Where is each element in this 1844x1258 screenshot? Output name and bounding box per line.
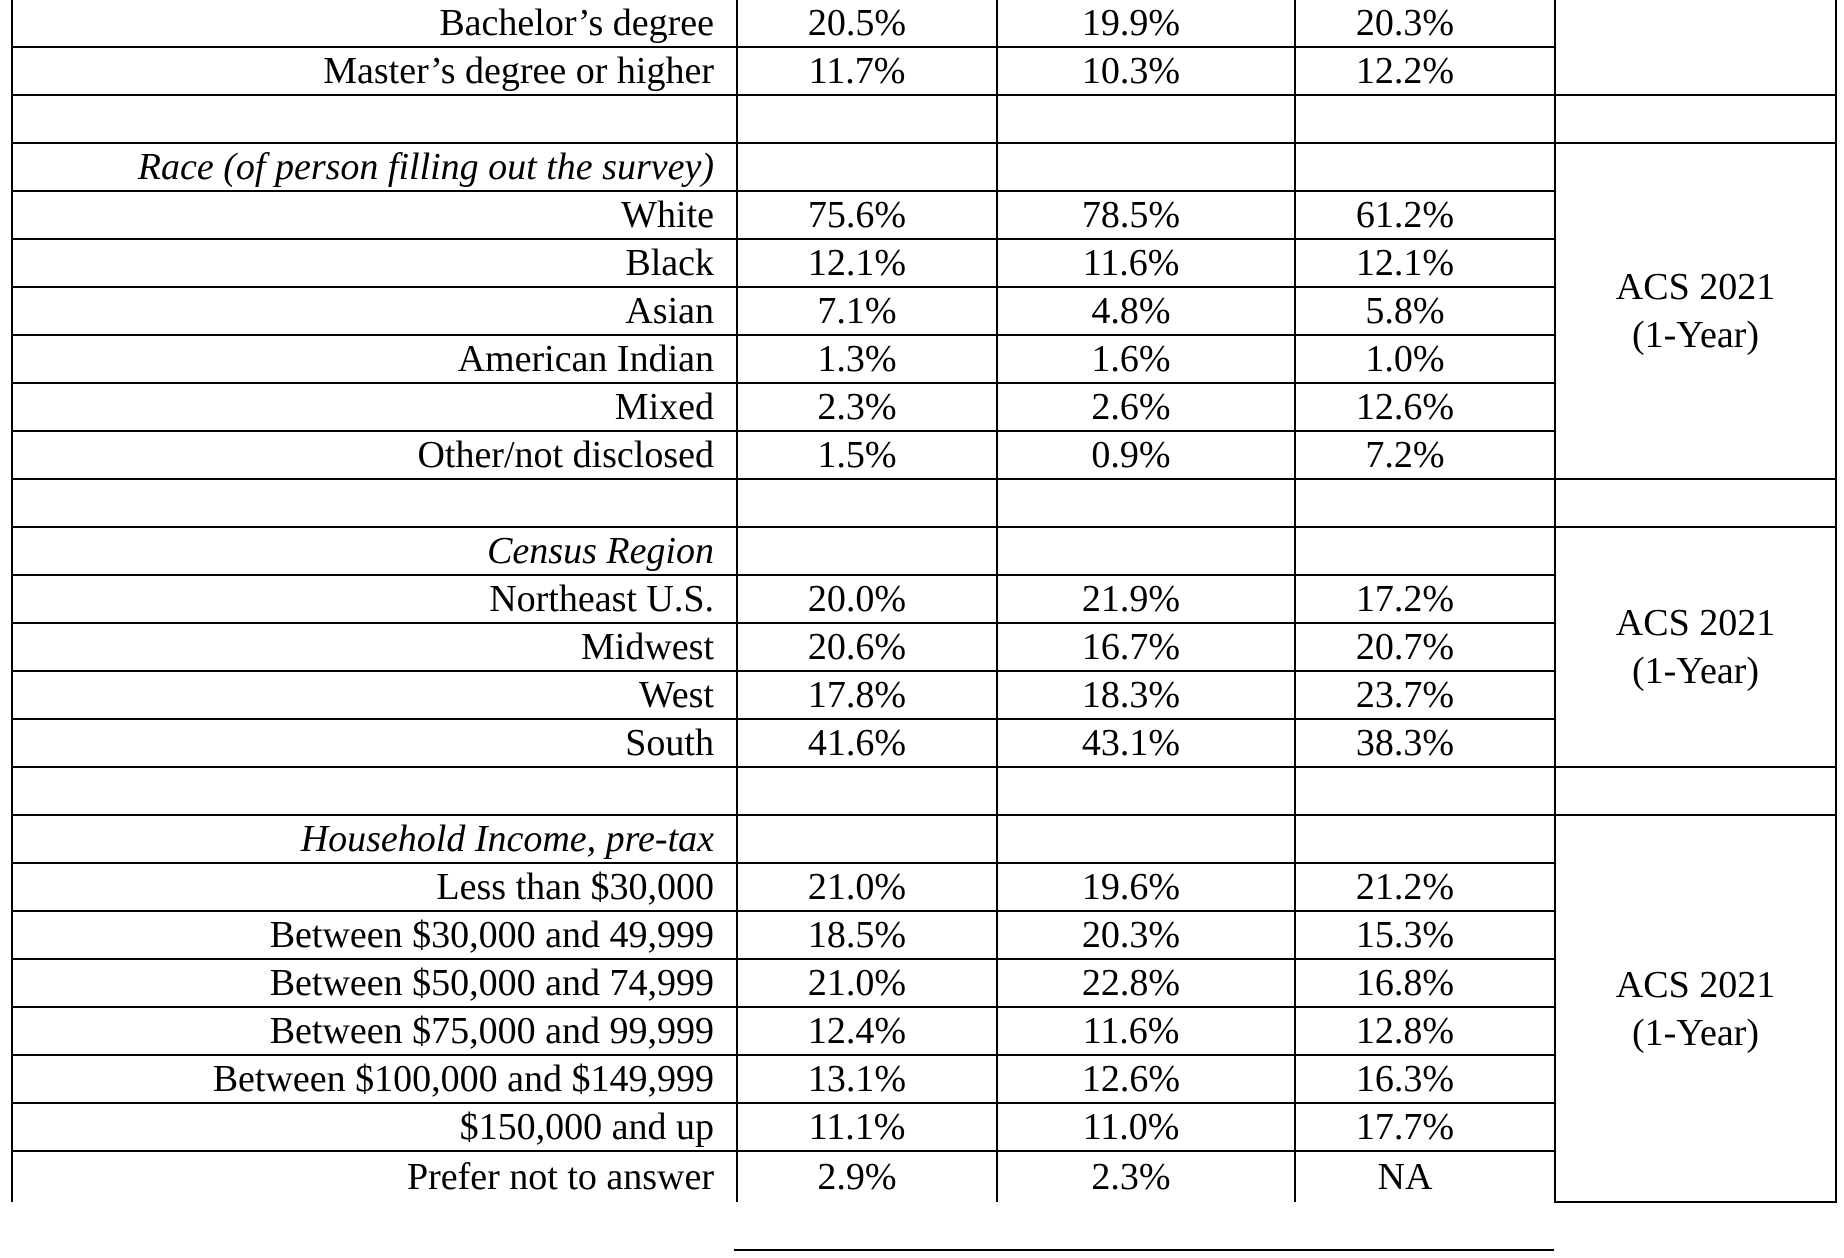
row-label: Black — [12, 239, 737, 287]
region-source — [1555, 527, 1836, 767]
value-cell: 12.8% — [1295, 1007, 1555, 1055]
table-bottom-rule — [734, 1249, 1554, 1251]
value-cell: 13.1% — [737, 1055, 997, 1103]
row-label: American Indian — [12, 335, 737, 383]
empty-cell — [1295, 527, 1555, 575]
empty-cell — [737, 95, 997, 143]
empty-cell — [12, 479, 737, 527]
empty-cell — [1295, 143, 1555, 191]
empty-cell — [1295, 479, 1555, 527]
empty-cell — [997, 95, 1295, 143]
source-cell — [1555, 0, 1836, 95]
empty-cell — [997, 527, 1295, 575]
row-label: Master’s degree or higher — [12, 47, 737, 95]
value-cell: 17.7% — [1295, 1103, 1555, 1151]
value-cell: 11.7% — [737, 47, 997, 95]
value-cell: 12.6% — [997, 1055, 1295, 1103]
source-line: (1-Year) — [1632, 650, 1759, 692]
value-cell: 5.8% — [1295, 287, 1555, 335]
region-heading: Census Region — [12, 527, 737, 575]
empty-cell — [1295, 815, 1555, 863]
source-line: ACS 2021 — [1615, 963, 1776, 1006]
value-cell: 12.6% — [1295, 383, 1555, 431]
row-label: Midwest — [12, 623, 737, 671]
row-label: Other/not disclosed — [12, 431, 737, 479]
row-label: Between $100,000 and $149,999 — [12, 1055, 737, 1103]
row-label: Less than $30,000 — [12, 863, 737, 911]
value-cell: 11.6% — [997, 239, 1295, 287]
value-cell: 20.3% — [997, 911, 1295, 959]
empty-cell — [997, 479, 1295, 527]
row-label: Between $75,000 and 99,999 — [12, 1007, 737, 1055]
race-source — [1555, 143, 1836, 479]
section-heading-row — [12, 815, 1836, 863]
spacer-row — [12, 479, 1836, 527]
empty-cell — [1555, 95, 1836, 143]
value-cell: 19.6% — [997, 863, 1295, 911]
value-cell: 0.9% — [997, 431, 1295, 479]
empty-cell — [1555, 479, 1836, 527]
row-label: Prefer not to answer — [12, 1151, 737, 1202]
value-cell: 17.2% — [1295, 575, 1555, 623]
value-cell: 7.2% — [1295, 431, 1555, 479]
value-cell: 16.8% — [1295, 959, 1555, 1007]
value-cell: 21.0% — [737, 959, 997, 1007]
value-cell: 16.3% — [1295, 1055, 1555, 1103]
value-cell: 22.8% — [997, 959, 1295, 1007]
empty-cell — [1295, 767, 1555, 815]
empty-cell — [997, 767, 1295, 815]
value-cell: 15.3% — [1295, 911, 1555, 959]
empty-cell — [737, 767, 997, 815]
row-label: White — [12, 191, 737, 239]
spacer-row — [12, 767, 1836, 815]
income-heading: Household Income, pre-tax — [12, 815, 737, 863]
value-cell: 21.9% — [997, 575, 1295, 623]
value-cell: 75.6% — [737, 191, 997, 239]
source-line: (1-Year) — [1632, 1011, 1759, 1054]
value-cell: 20.0% — [737, 575, 997, 623]
row-label: West — [12, 671, 737, 719]
value-cell: 2.3% — [737, 383, 997, 431]
value-cell: 21.2% — [1295, 863, 1555, 911]
row-label: South — [12, 719, 737, 767]
value-cell: NA — [1295, 1151, 1555, 1202]
value-cell: 11.1% — [737, 1103, 997, 1151]
value-cell: 2.6% — [997, 383, 1295, 431]
section-heading-row — [12, 143, 1836, 191]
source-line: ACS 2021 — [1615, 602, 1776, 644]
value-cell: 21.0% — [737, 863, 997, 911]
source-line: (1-Year) — [1632, 314, 1759, 356]
value-cell: 7.1% — [737, 287, 997, 335]
source-line: ACS 2021 — [1615, 266, 1776, 308]
value-cell: 61.2% — [1295, 191, 1555, 239]
empty-cell — [12, 767, 737, 815]
demographics-table — [11, 0, 1837, 1203]
value-cell: 11.0% — [997, 1103, 1295, 1151]
value-cell: 41.6% — [737, 719, 997, 767]
value-cell: 20.5% — [737, 0, 997, 47]
value-cell: 20.7% — [1295, 623, 1555, 671]
value-cell: 10.3% — [997, 47, 1295, 95]
value-cell: 1.0% — [1295, 335, 1555, 383]
value-cell: 1.3% — [737, 335, 997, 383]
row-label: Bachelor’s degree — [12, 0, 737, 47]
value-cell: 11.6% — [997, 1007, 1295, 1055]
row-label: $150,000 and up — [12, 1103, 737, 1151]
income-source — [1555, 815, 1836, 1202]
spacer-row — [12, 95, 1836, 143]
race-heading: Race (of person filling out the survey) — [12, 143, 737, 191]
value-cell: 23.7% — [1295, 671, 1555, 719]
value-cell: 38.3% — [1295, 719, 1555, 767]
value-cell: 16.7% — [997, 623, 1295, 671]
value-cell: 20.6% — [737, 623, 997, 671]
row-label: Mixed — [12, 383, 737, 431]
empty-cell — [1555, 767, 1836, 815]
value-cell: 12.4% — [737, 1007, 997, 1055]
value-cell: 2.3% — [997, 1151, 1295, 1202]
empty-cell — [737, 143, 997, 191]
value-cell: 2.9% — [737, 1151, 997, 1202]
value-cell: 19.9% — [997, 0, 1295, 47]
row-label: Between $50,000 and 74,999 — [12, 959, 737, 1007]
empty-cell — [997, 143, 1295, 191]
value-cell: 12.1% — [737, 239, 997, 287]
value-cell: 1.6% — [997, 335, 1295, 383]
empty-cell — [997, 815, 1295, 863]
table-row — [12, 0, 1836, 47]
empty-cell — [737, 815, 997, 863]
section-heading-row — [12, 527, 1836, 575]
value-cell: 1.5% — [737, 431, 997, 479]
empty-cell — [1295, 95, 1555, 143]
value-cell: 43.1% — [997, 719, 1295, 767]
value-cell: 18.5% — [737, 911, 997, 959]
row-label: Northeast U.S. — [12, 575, 737, 623]
value-cell: 12.2% — [1295, 47, 1555, 95]
empty-cell — [12, 95, 737, 143]
value-cell: 78.5% — [997, 191, 1295, 239]
value-cell: 18.3% — [997, 671, 1295, 719]
value-cell: 4.8% — [997, 287, 1295, 335]
value-cell: 20.3% — [1295, 0, 1555, 47]
empty-cell — [737, 479, 997, 527]
value-cell: 12.1% — [1295, 239, 1555, 287]
row-label: Asian — [12, 287, 737, 335]
empty-cell — [737, 527, 997, 575]
value-cell: 17.8% — [737, 671, 997, 719]
row-label: Between $30,000 and 49,999 — [12, 911, 737, 959]
